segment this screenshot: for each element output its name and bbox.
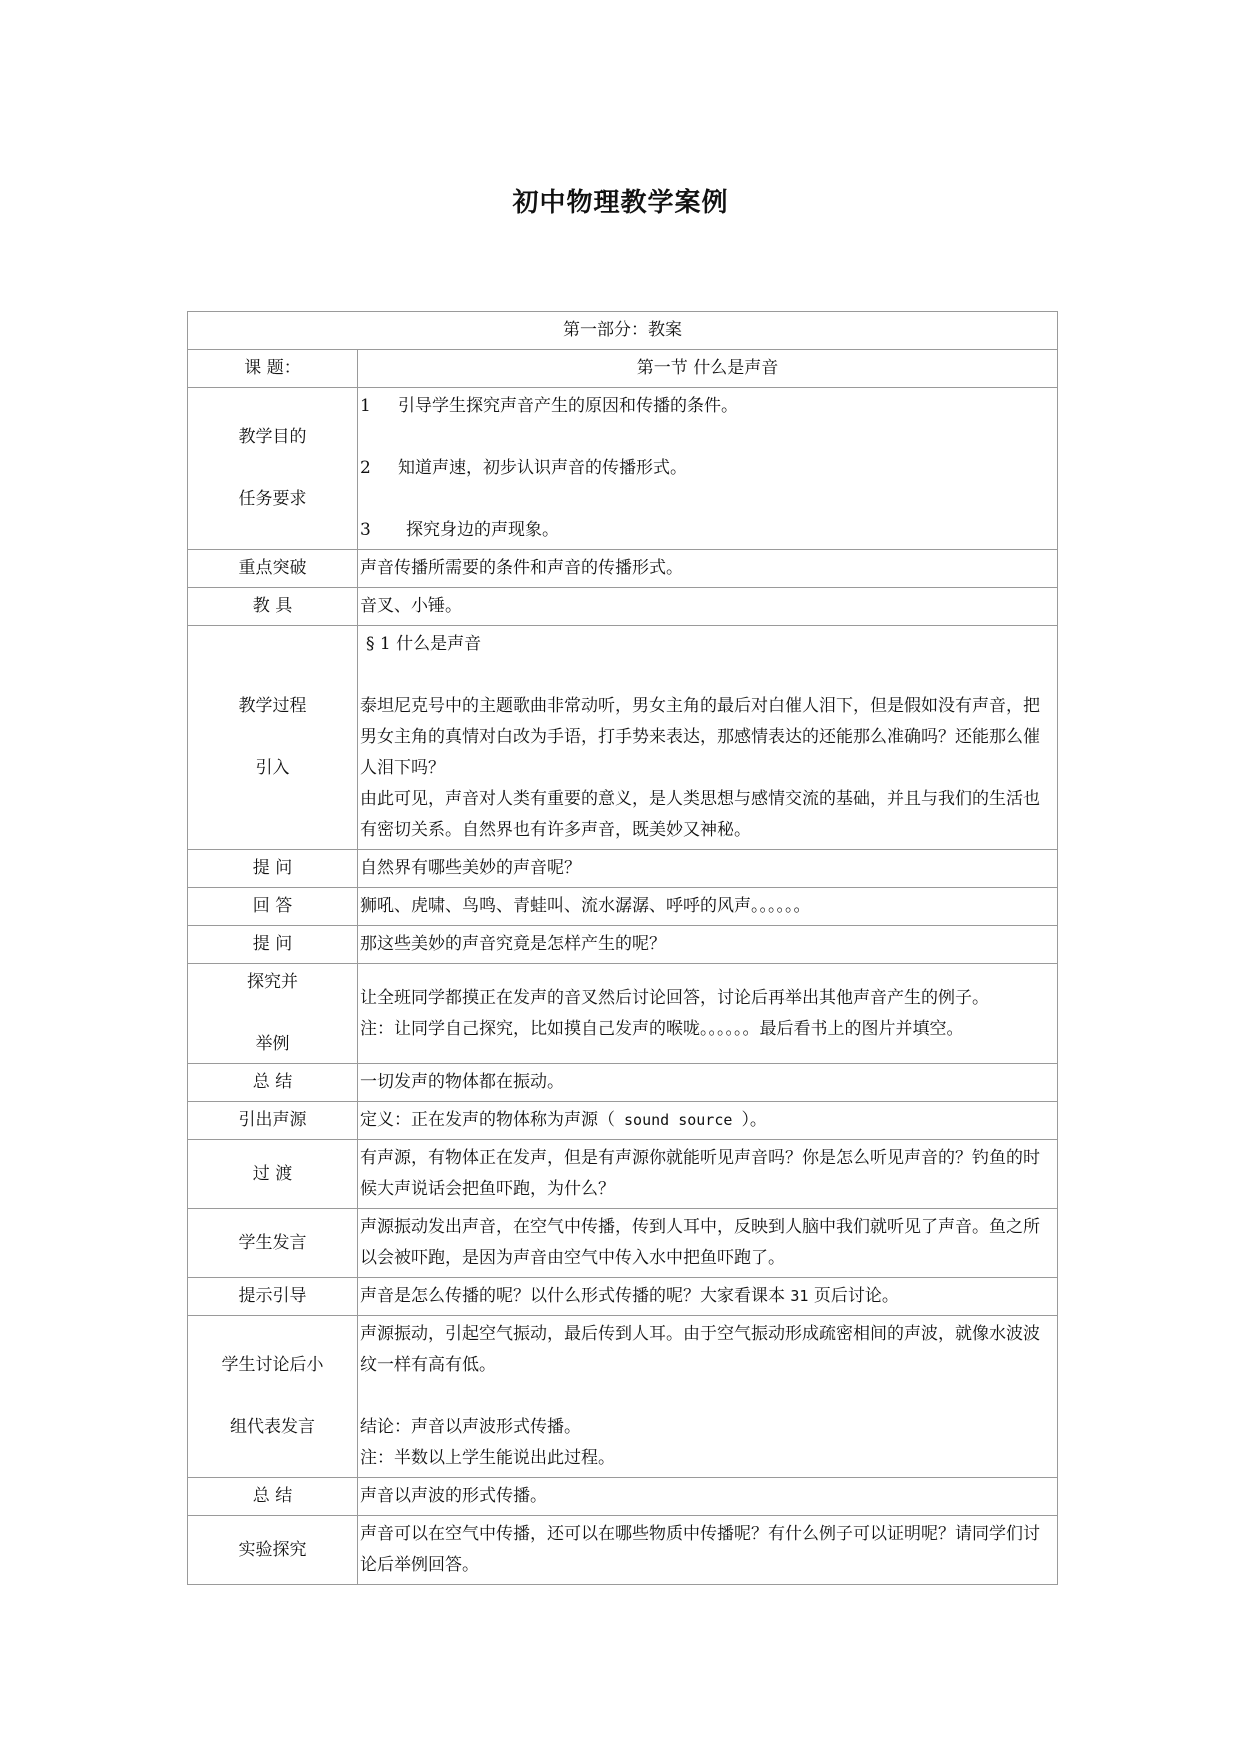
table-row — [188, 926, 1058, 964]
table-row — [188, 1064, 1058, 1102]
document-title: 初中物理教学案例 — [512, 188, 729, 218]
table-row — [188, 888, 1058, 926]
group-talk-paragraph: 声源振动，引起空气振动，最后传到人耳。由于空气振动形成疏密相间的声波，就像水波波纹一样有高有低。 — [360, 1324, 1040, 1375]
row-value: 声音传播所需要的条件和声音的传播形式。 — [358, 550, 1058, 588]
sound-source-term: sound source — [615, 1111, 742, 1129]
label-line: 学生讨论后小 — [221, 1355, 324, 1375]
topic-value: 第一节 什么是声音 — [358, 350, 1058, 388]
label-line: 举例 — [255, 1034, 290, 1054]
row-value: 一切发声的物体都在振动。 — [358, 1064, 1058, 1102]
row-label — [188, 1316, 358, 1478]
table-row — [188, 1478, 1058, 1516]
group-talk-cell — [358, 1316, 1058, 1478]
table-row — [188, 1516, 1058, 1585]
hint-value: 声音是怎么传播的呢？以什么形式传播的呢？大家看课本 31 页后讨论。 — [358, 1278, 1058, 1316]
row-value: 声音以声波的形式传播。 — [358, 1478, 1058, 1516]
table-row — [188, 1209, 1058, 1278]
table-row — [188, 588, 1058, 626]
table-row — [188, 626, 1058, 850]
process-heading: § 1 什么是声音 — [366, 634, 482, 654]
row-value: 声音可以在空气中传播，还可以在哪些物质中传播呢？有什么例子可以证明呢？请同学们讨论后举例回答。 — [358, 1516, 1058, 1585]
row-label: 提示引导 — [188, 1278, 358, 1316]
row-label: 重点突破 — [188, 550, 358, 588]
row-value: 狮吼、虎啸、鸟鸣、青蛙叫、流水潺潺、呼呼的风声。。。。。。 — [358, 888, 1058, 926]
label-line: 教学过程 — [238, 696, 307, 716]
table-row — [188, 964, 1058, 1064]
row-label: 教 具 — [188, 588, 358, 626]
explore-line: 让全班同学都摸正在发声的音叉然后讨论回答，讨论后再举出其他声音产生的例子。 — [360, 987, 989, 1008]
row-label — [188, 626, 358, 850]
row-label: 提 问 — [188, 850, 358, 888]
objective-item: 1 引导学生探究声音产生的原因和传播的条件。 — [360, 396, 738, 416]
row-value: 那这些美妙的声音究竟是怎样产生的呢？ — [358, 926, 1058, 964]
table-row — [188, 550, 1058, 588]
conclusion: 结论：声音以声波形式传播。 — [360, 1417, 581, 1437]
objectives-cell — [358, 388, 1058, 550]
row-label: 总 结 — [188, 1478, 358, 1516]
label-line: 引入 — [255, 758, 290, 778]
table-row — [188, 388, 1058, 550]
table-row — [188, 350, 1058, 388]
table-row — [188, 1278, 1058, 1316]
page-number: 31 — [790, 1287, 809, 1305]
label-line: 教学目的 — [238, 427, 307, 447]
explore-line: 注：让同学自己探究，比如摸自己发声的喉咙。。。。。。最后看书上的图片并填空。 — [360, 1018, 964, 1039]
table-row — [188, 1316, 1058, 1478]
label-line: 探究并 — [247, 972, 298, 992]
note: 注：半数以上学生能说出此过程。 — [360, 1448, 615, 1468]
row-value: 声源振动发出声音，在空气中传播，传到人耳中，反映到人脑中我们就听见了声音。鱼之所以会被吓跑，是因为声音由空气中传入水中把鱼吓跑了。 — [358, 1209, 1058, 1278]
objective-item: 2 知道声速，初步认识声音的传播形式。 — [360, 458, 687, 478]
table-row — [188, 1140, 1058, 1209]
section-header: 第一部分：教案 — [188, 312, 1058, 350]
row-label: 学生发言 — [188, 1209, 358, 1278]
row-label: 过 渡 — [188, 1140, 358, 1209]
label-line: 组代表发言 — [230, 1417, 315, 1437]
table-row — [188, 1102, 1058, 1140]
row-label — [188, 964, 358, 1064]
label-line: 任务要求 — [238, 489, 307, 509]
objective-item: 3 探究身边的声现象。 — [360, 520, 559, 540]
explore-cell — [358, 964, 1058, 1064]
row-label: 回 答 — [188, 888, 358, 926]
process-paragraph: 泰坦尼克号中的主题歌曲非常动听，男女主角的最后对白催人泪下，但是假如没有声音，把男女主角的真情对白改为手语，打手势来表达，那感情表达的还能那么准确吗？还能那么催人泪下吗？ — [360, 696, 1040, 778]
row-value: 有声源，有物体正在发声，但是有声源你就能听见声音吗？你是怎么听见声音的？钓鱼的时候大声说话会把鱼吓跑，为什么？ — [358, 1140, 1058, 1209]
row-label: 总 结 — [188, 1064, 358, 1102]
process-paragraph: 由此可见，声音对人类有重要的意义，是人类思想与感情交流的基础，并且与我们的生活也有密切关系。自然界也有许多声音，既美妙又神秘。 — [360, 789, 1040, 840]
table-row — [188, 312, 1058, 350]
row-label: 实验探究 — [188, 1516, 358, 1585]
row-label: 课 题： — [188, 350, 358, 388]
row-label — [188, 388, 358, 550]
process-cell — [358, 626, 1058, 850]
row-value: 音叉、小锤。 — [358, 588, 1058, 626]
table-row — [188, 850, 1058, 888]
row-label: 提 问 — [188, 926, 358, 964]
lesson-plan-table — [187, 311, 1058, 1585]
source-definition: 定义：正在发声的物体称为声源（ sound source ）。 — [358, 1102, 1058, 1140]
row-value: 自然界有哪些美妙的声音呢？ — [358, 850, 1058, 888]
row-label: 引出声源 — [188, 1102, 358, 1140]
